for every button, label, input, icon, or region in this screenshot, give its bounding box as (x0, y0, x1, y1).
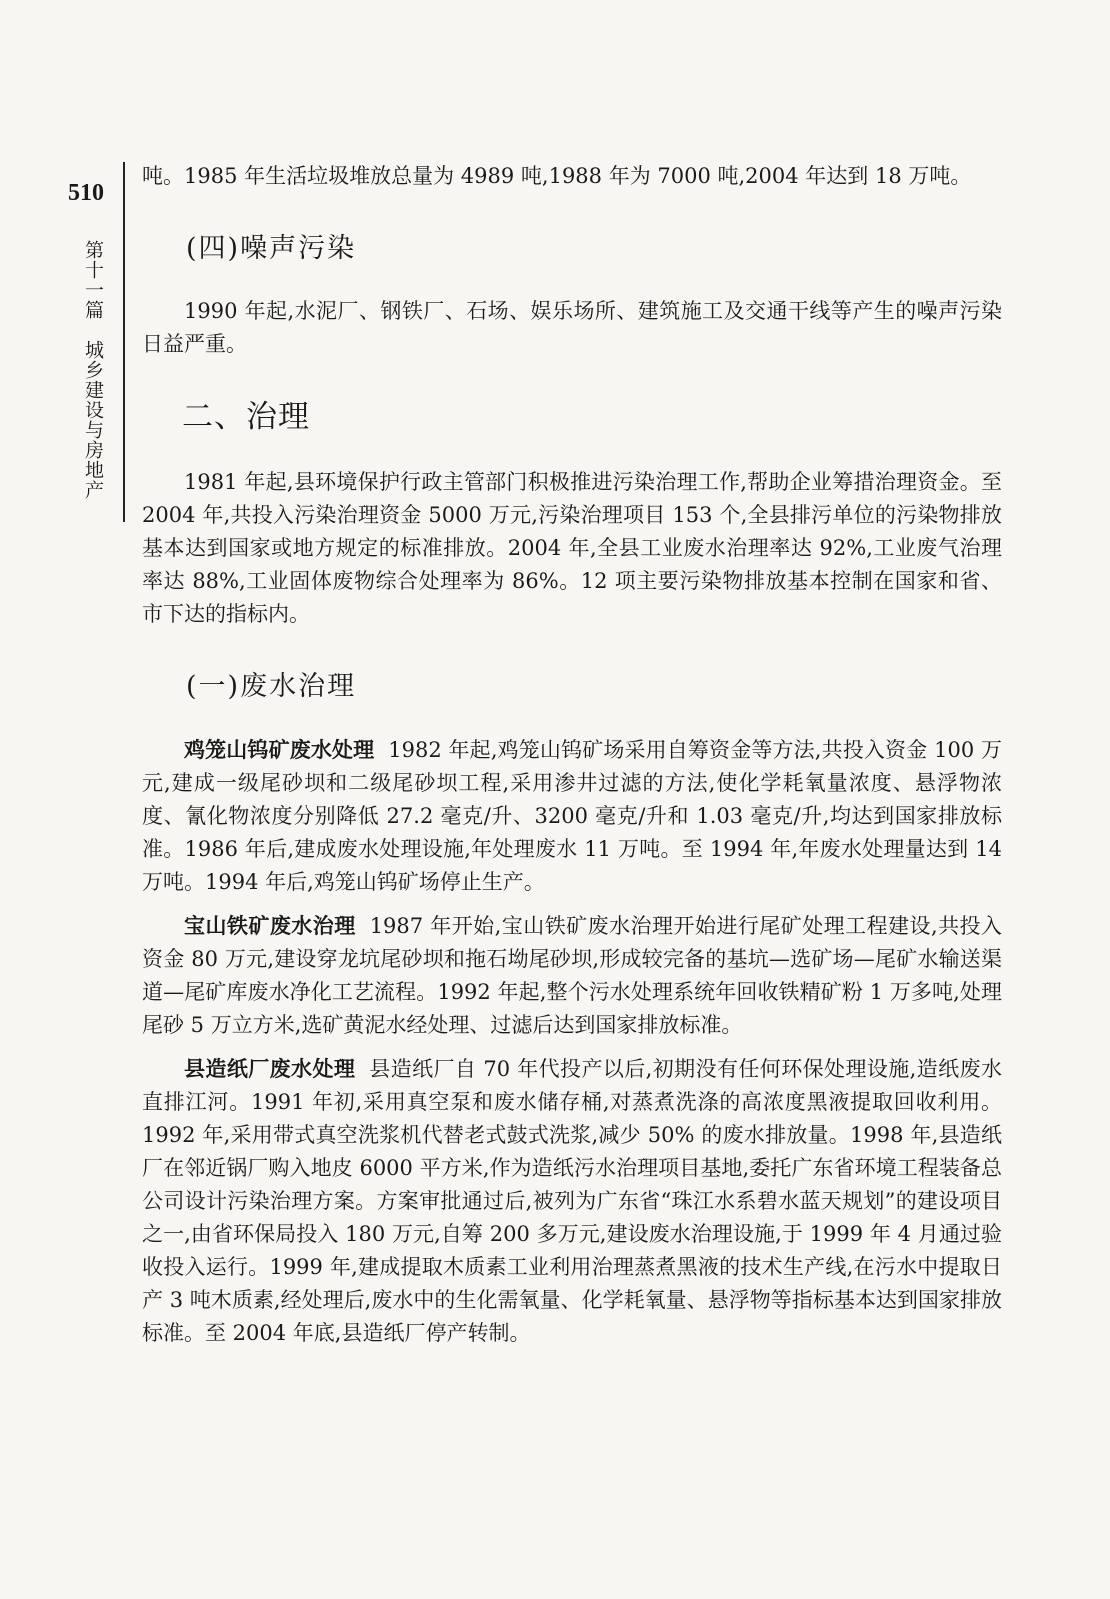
lead-baoshan: 宝山铁矿废水治理 (184, 913, 356, 938)
paragraph-noise: 1990 年起,水泥厂、钢铁厂、石场、娱乐场所、建筑施工及交通干线等产生的噪声污染日益严重。 (142, 299, 1002, 356)
running-header-chapter: 第十一篇 城乡建设与房地产 (82, 240, 104, 500)
paragraph-jilongshan (142, 733, 1002, 899)
lead-papermill: 县造纸厂废水处理 (184, 1056, 356, 1081)
paragraph-papermill (142, 1052, 1002, 1350)
text-baoshan: 1987 年开始,宝山铁矿废水治理开始进行尾矿处理工程建设,共投入资金 80 万元,建设穿龙坑尾砂坝和拖石坳尾砂坝,形成较完备的基坑—选矿场—尾矿水输送渠道—尾矿库废水净化工艺流程。1992 年起,整个污水处理系统年回收铁精矿粉 1 万多吨,处理尾砂 5 万立方米,选矿黄泥水经处理、过滤后达到国家排放标准。 (142, 914, 1003, 1037)
paragraph-governance: 1981 年起,县环境保护行政主管部门积极推进污染治理工作,帮助企业筹措治理资金。至 2004 年,共投入污染治理资金 5000 万元,污染治理项目 153 个,全县排污单位的污染物排放基本达到国家或地方规定的标准排放。2004 年,全县工业废水治理率达 92%,工业废气治理率达 88%,工业固体废物综合处理率为 86%。12 项主要污染物排放基本控制在国家和省、市下达的指标内。 (142, 470, 1002, 626)
paragraph-continued: 吨。1985 年生活垃圾堆放总量为 4989 吨,1988 年为 7000 吨,2004 年达到 18 万吨。 (142, 164, 972, 188)
heading-governance: 二、治理 (182, 399, 310, 435)
page-body (142, 160, 1002, 1350)
text-papermill: 县造纸厂自 70 年代投产以后,初期没有任何环保处理设施,造纸废水直排江河。1991 年初,采用真空泵和废水储存桶,对蒸煮洗涤的高浓度黑液提取回收利用。1992 年,采用带式真空洗浆机代替老式鼓式洗浆,减少 50% 的废水排放量。1998 年,县造纸厂在邻近锅厂购入地皮 6000 平方米,作为造纸污水治理项目基地,委托广东省环境工程装备总公司设计污染治理方案。方案审批通过后,被列为广东省“珠江水系碧水蓝天规划”的建设项目之一,由省环保局投入 180 万元,自筹 200 多万元,建设废水治理设施,于 1999 年 4 月通过验收投入运行。1999 年,建成提取木质素工业利用治理蒸煮黑液的技术生产线,在污水中提取日产 3 吨木质素,经处理后,废水中的生化需氧量、化学耗氧量、悬浮物等指标基本达到国家排放标准。至 2004 年底,县造纸厂停产转制。 (142, 1057, 1003, 1345)
heading-wastewater: (一)废水治理 (186, 671, 357, 702)
margin-rule (123, 162, 125, 522)
page-number: 510 (68, 180, 104, 206)
text-jilongshan: 1982 年起,鸡笼山钨矿场采用自筹资金等方法,共投入资金 100 万元,建成一级尾砂坝和二级尾砂坝工程,采用渗井过滤的方法,使化学耗氧量浓度、悬浮物浓度、氰化物浓度分别降低 27.2 毫克/升、3200 毫克/升和 1.03 毫克/升,均达到国家排放标准。1986 年后,建成废水处理设施,年处理废水 11 万吨。至 1994 年,年废水处理量达到 14 万吨。1994 年后,鸡笼山钨矿场停止生产。 (142, 738, 1003, 894)
paragraph-baoshan (142, 909, 1002, 1042)
heading-noise-pollution: (四)噪声污染 (186, 233, 357, 264)
lead-jilongshan: 鸡笼山钨矿废水处理 (184, 737, 375, 762)
